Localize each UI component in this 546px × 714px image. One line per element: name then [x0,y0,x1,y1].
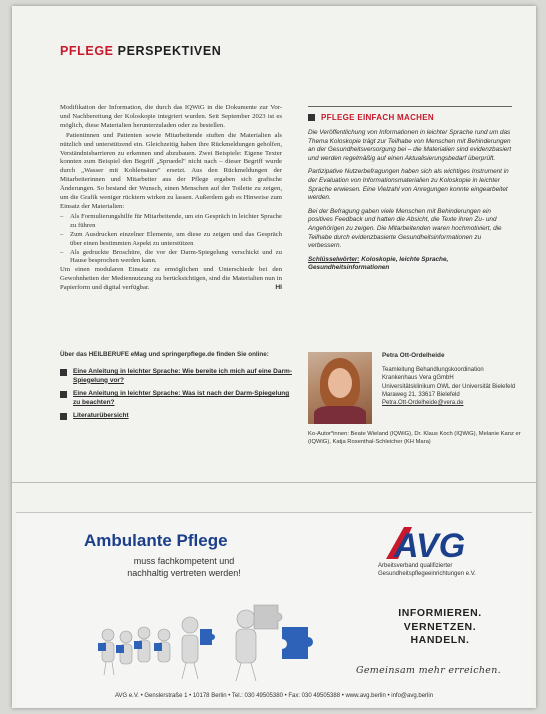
section-header [60,44,221,58]
link-text[interactable]: Eine Anleitung in leichter Sprache: Wie bereite ich mich auf eine Darm-Spiegelung vor? [73,368,292,384]
author-org: Krankenhaus Vera gGmbH [382,375,454,382]
article-paragraph [60,266,282,293]
keywords-text: Koloskopie, leichte Sprache, Gesundheitsinformationen [308,255,449,272]
box-paragraph: Partizipative Nutzerbefragungen haben sich als wichtiges Instrument in der Evaluation von Informationsmaterialien zu Koloskopie in leichter Sprache erwiesen. Eine Vielzahl von Anregungen konnte eingearbeitet werden. [308,168,509,202]
photo-shirt [314,406,366,424]
header-rest: PERSPEKTIVEN [113,44,222,58]
link-icon [60,413,67,420]
author-role: Teamleitung Behandlungskoordination [382,367,484,374]
list-item: – Zum Ausdrucken einzelner Elemente, um diese zu zeigen und das Gespräch über einen bestimmten Aspekt zu unterstützen [60,231,282,249]
ad-title: Ambulante Pflege [84,531,228,550]
ad-subtitle-line: muss fachkompetent und [133,556,235,566]
link-text[interactable]: Literaturübersicht [73,412,129,420]
avg-desc-line: Arbeitsverband qualifizierter [378,563,453,569]
link-icon [60,369,67,376]
slogan-line: VERNETZEN. [403,620,477,633]
coauthors: Ko-Autor*innen: Beate Wieland (IQWiG), Dr. Klaus Koch (IQWiG), Melanie Kanz er (IQWiG), Katja Rosenthal-Schleicher (KH Mara) [308,431,521,445]
puzzle-figures-illustration [86,589,346,685]
link-item[interactable] [60,368,292,385]
author-email-link[interactable]: Petra.Ott-Ordelheide@vera.de [382,400,464,407]
summary-box [308,106,512,278]
author-name: Petra Ott-Ordelheide [382,352,445,359]
ad-subtitle [104,555,264,579]
ad-slogan [380,607,500,648]
box-title [308,113,512,122]
box-title-text: PFLEGE EINFACH MACHEN [321,113,434,122]
author-org-2: Universitätsklinikum OWL der Universität Bielefeld [382,383,516,390]
avg-logo [378,521,486,563]
avg-desc-line: Gesundheitspflegeeinrichtungen e.V. [378,570,476,577]
list-item: – Als Formulierungshilfe für Mitarbeitende, um ein Gespräch in leichter Sprache zu führen [60,213,282,231]
keywords [308,256,512,273]
photo-face [328,368,352,398]
box-body [308,129,512,273]
article-closing-text: Um einen modularen Einsatz zu ermöglichen und Unterschiede bei den Gewohnheiten der Mediennutzung zu berücksichtigen, sind die Materialien nun in Papierform und digital verfügbar. [60,266,282,292]
article-paragraph: Modifikation der Information, die durch das IQWiG in die Dokumente zur Vor- und Nachbereitung der Koloskopie integriert wurden. Seit September 2023 ist es möglich, diese Materialien herunterzuladen oder zu bestellen. [60,104,282,129]
usage-list [60,213,282,266]
flag-icon [308,114,315,121]
article-body [60,104,282,294]
slogan-line: INFORMIEREN. [398,607,482,619]
link-text[interactable]: Eine Anleitung in leichter Sprache: Was ist nach der Darm-Spiegelung zu beachten? [73,390,290,406]
box-rule [308,106,512,107]
link-item[interactable] [60,390,292,407]
page-divider [12,482,536,483]
slogan-line: HANDELN. [410,634,470,646]
ad-subtitle-line: nachhaltig vertreten werden! [127,568,241,578]
advertisement [16,512,532,707]
article-paragraph: Patientinnen und Patienten sowie Mitarbeitende stuften die Materialien als nützlich und unterstützend ein. Gleichzeitig haben ihre Rückmeldungen geholfen, Verständnisbarrieren zu erkennen und abzubauen. Zwei Beispiele: Eigene Texter konnten zum Beispiel den Begriff „Spruedel" nicht nach – dieser Begriff wurde durch „Wasser mit Kohlensäure" ersetzt. Aus den Rückmeldungen der Mitarbeiterinnen und Mitarbeiter aus der Pflege ergaben sich grafische Änderungen. So bestand der Wunsch, einen Menschen auf der Toilette zu zeigen, um die Grafik weniger rücktern wirken zu lassen. Außerdem gab es Hinweise zum Einsatz der Materialien: [60,131,282,210]
online-links [60,368,292,426]
link-icon [60,391,67,398]
avg-description [378,563,508,579]
box-paragraph: Bei der Befragung gaben viele Menschen mit Behinderungen ein positives Feedback und hatten die Absicht, die Texte ihren Zu- und Angehörigen zu zeigen. Die Mitarbeitenden waren hochmotiviert, die Teilhabe durch evidenzbasierte Gesundheitsinformationen zu verbessern. [308,207,502,250]
header-accent: PFLEGE [60,44,114,58]
keywords-label: Schlüsselwörter: [308,255,360,263]
author-address: Maraweg 21, 33617 Bielefeld [382,391,460,398]
ad-footer: AVG e.V. • Genslerstraße 1 • 10178 Berlin • Tel.: 030 49505380 • Fax: 030 49505388 • www.avg.berlin • info@avg.berlin [114,693,434,699]
box-paragraph: Die Veröffentlichung von Informationen in leichter Sprache rund um das Thema Koloskopie trägt zur Teilhabe von Menschen mit Behinderungen an der Gesundheitsversorgung bei – die Materialien sind evidenzbasiert und werden regelmäßig auf einen Aktualisierungsbedarf überprüft. [308,129,512,162]
author-info [382,352,522,407]
magazine-page [12,6,536,708]
ad-tagline: Gemeinsam mehr erreichen. [356,665,501,676]
online-links-heading: Über das HEILBERUFE eMag und springerpflege.de finden Sie online: [60,351,269,358]
author-photo [308,352,372,424]
end-mark: HI [275,284,282,292]
link-item[interactable] [60,412,292,421]
list-item: – Als gedruckte Broschüre, die vor der Darm-Spiegelung verschickt und zu Hause besprochen werden kann. [60,249,282,267]
logo-text: AVG [394,527,466,563]
